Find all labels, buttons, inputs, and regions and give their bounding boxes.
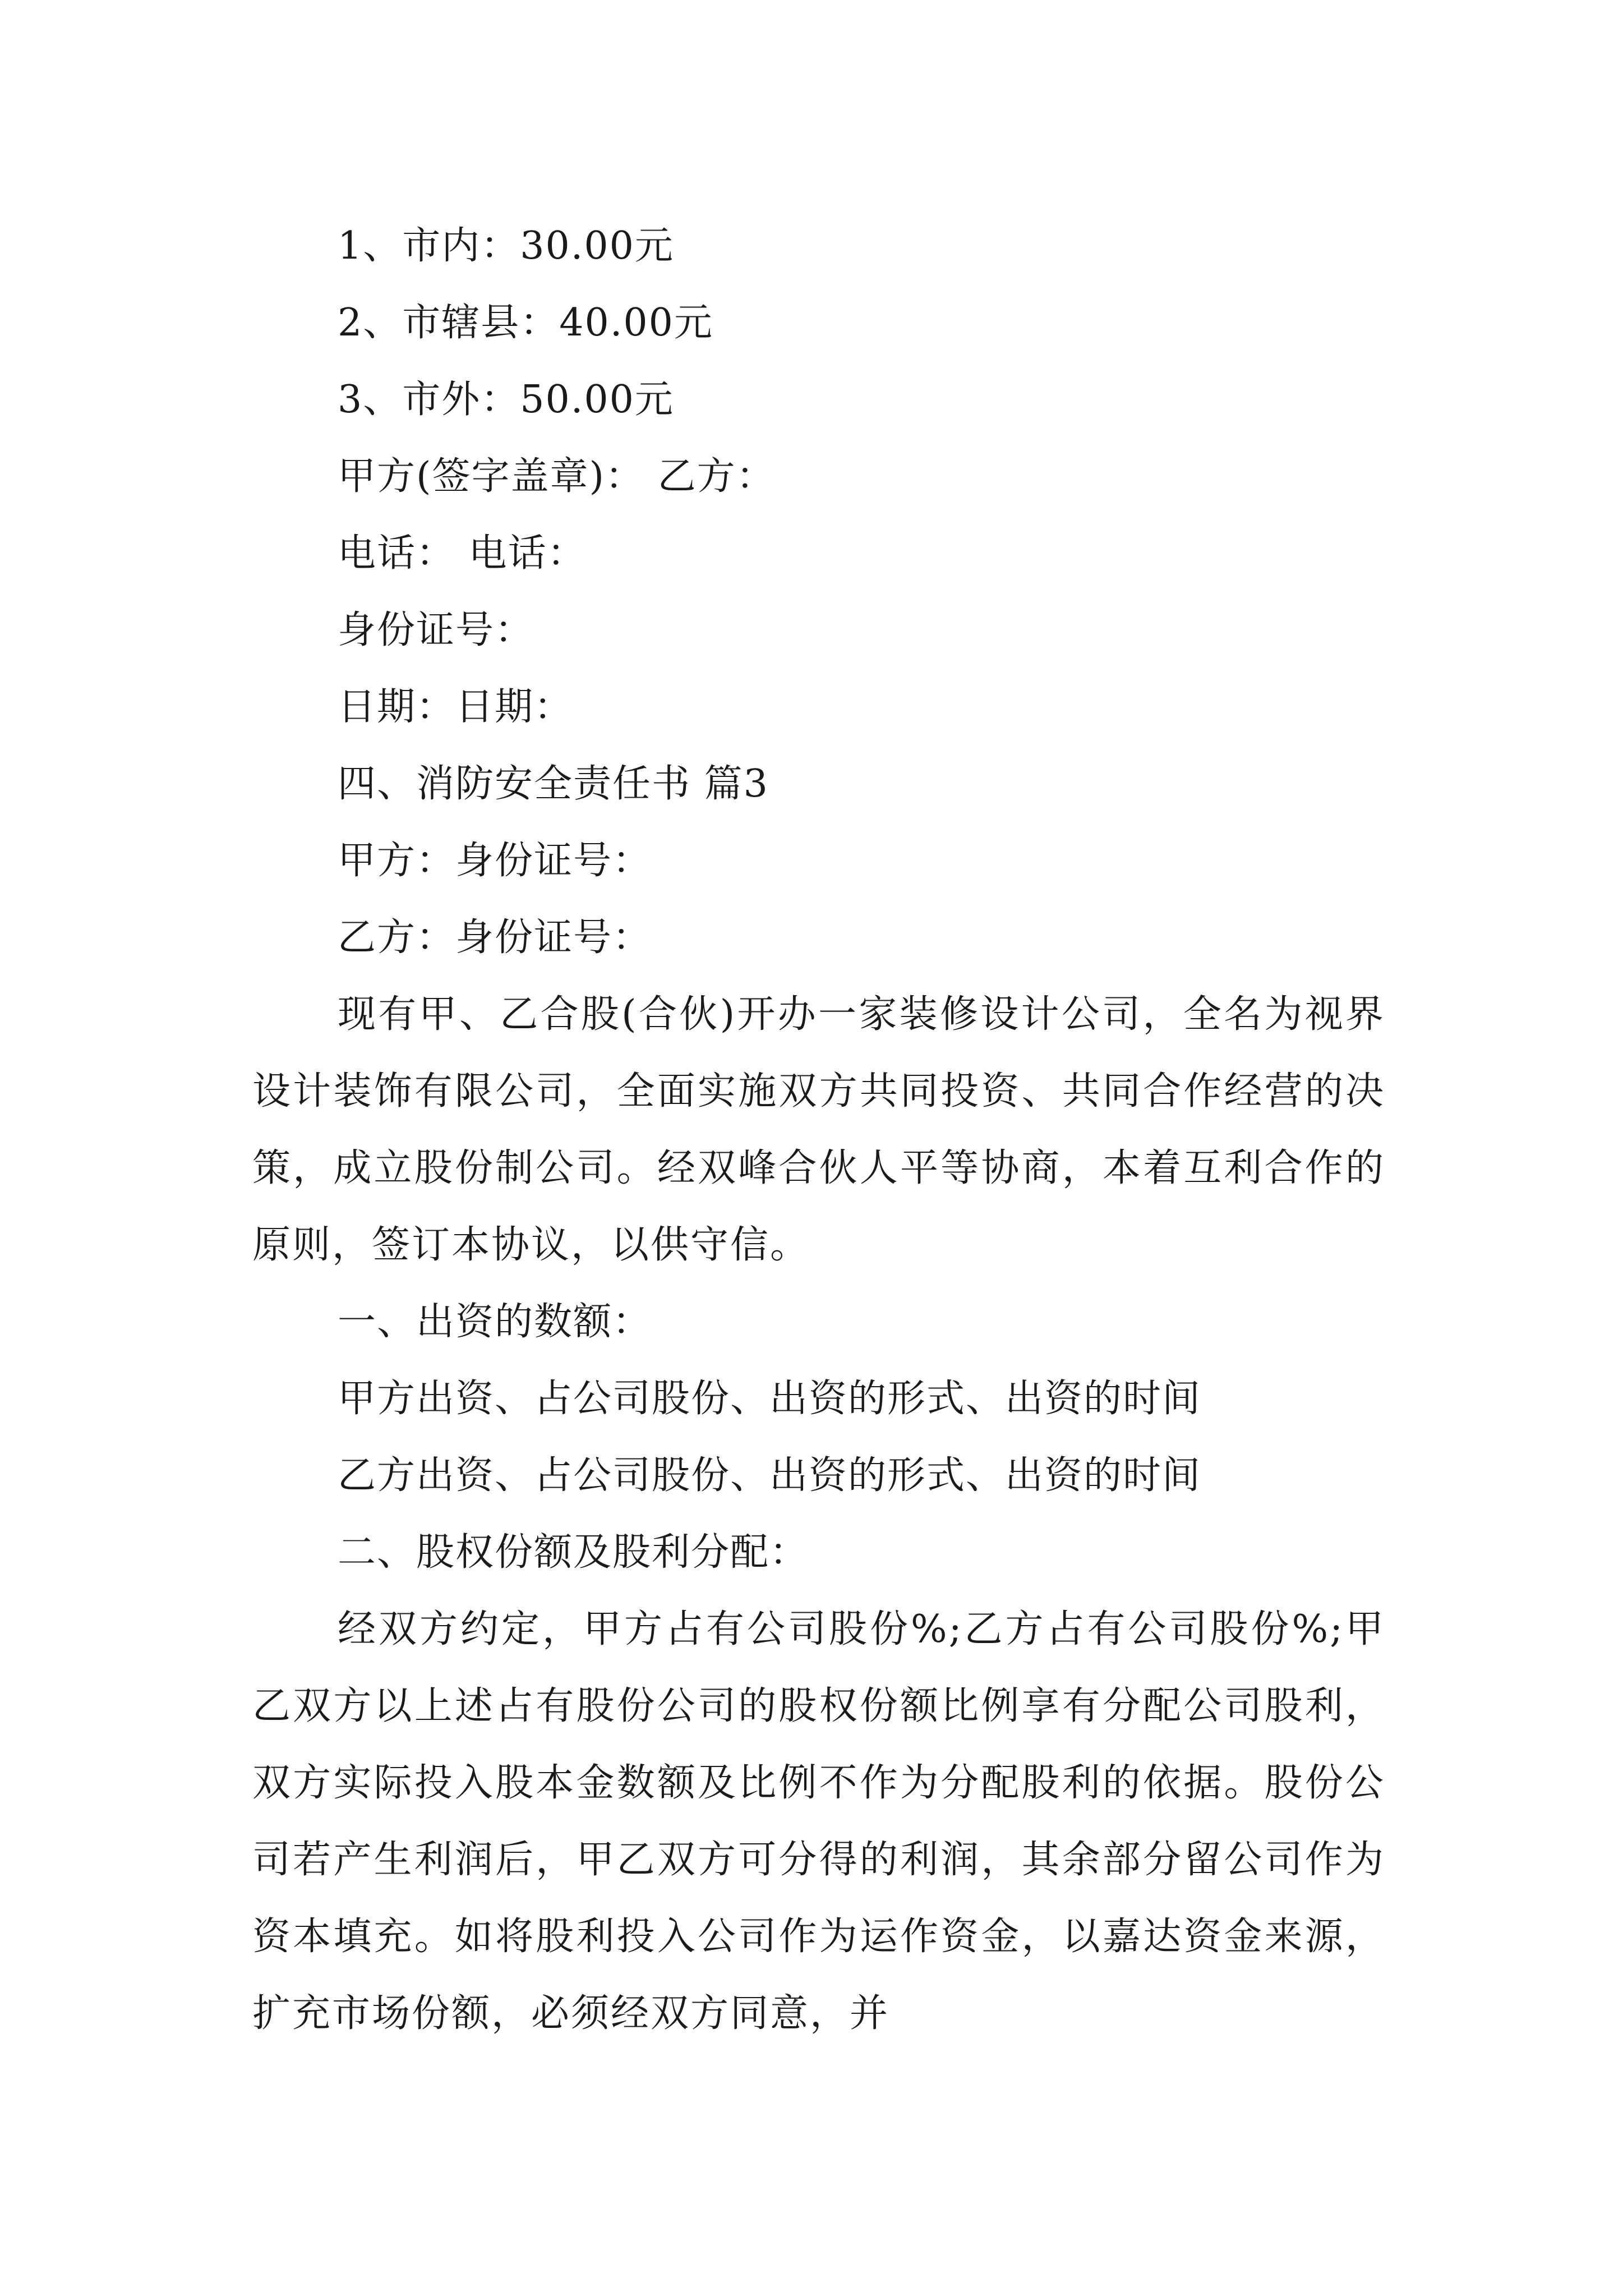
id-number-line: 身份证号： <box>338 608 534 652</box>
investment-line-party-a: 甲方出资、占公司股份、出资的形式、出资的时间 <box>338 1377 1202 1421</box>
equity-paragraph: 经双方约定，甲方占有公司股份%;乙方占有公司股份%;甲乙双方以上述占有股份公司的股权份额比例享有分配公司股利，双方实际投入股本金数额及比例不作为分配股利的依据。股份公司若产生利润后，甲乙双方可分得的利润，其余部分留公司作为资本填充。如将股利投入公司作为运作资金，以嘉达资金来源，扩充市场份额，必须经双方同意，并 <box>252 1607 1385 2036</box>
investment-heading: 一、出资的数额： <box>338 1300 652 1344</box>
party-a-line: 甲方：身份证号： <box>338 839 652 883</box>
phone-line: 电话： 电话： <box>338 531 587 576</box>
investment-line-party-b: 乙方出资、占公司股份、出资的形式、出资的时间 <box>338 1453 1202 1498</box>
document-body <box>252 208 1385 2052</box>
party-b-line: 乙方：身份证号： <box>338 915 652 960</box>
equity-heading: 二、股权份额及股利分配： <box>338 1530 809 1575</box>
date-line: 日期：日期： <box>338 685 574 729</box>
intro-paragraph: 现有甲、乙合股(合伙)开办一家装修设计公司，全名为视界设计装饰有限公司，全面实施双方共同投资、共同合作经营的决策，成立股份制公司。经双峰合伙人平等协商，本着互利合作的原则，签订本协议，以供守信。 <box>252 992 1385 1267</box>
fee-item-outside: 3、市外：50.00元 <box>338 378 674 422</box>
section-heading: 四、消防安全责任书 篇3 <box>338 762 769 806</box>
fee-item-county: 2、市辖县：40.00元 <box>338 301 713 345</box>
signature-line: 甲方(签字盖章)： 乙方： <box>338 454 776 499</box>
fee-item-city: 1、市内：30.00元 <box>338 224 674 268</box>
